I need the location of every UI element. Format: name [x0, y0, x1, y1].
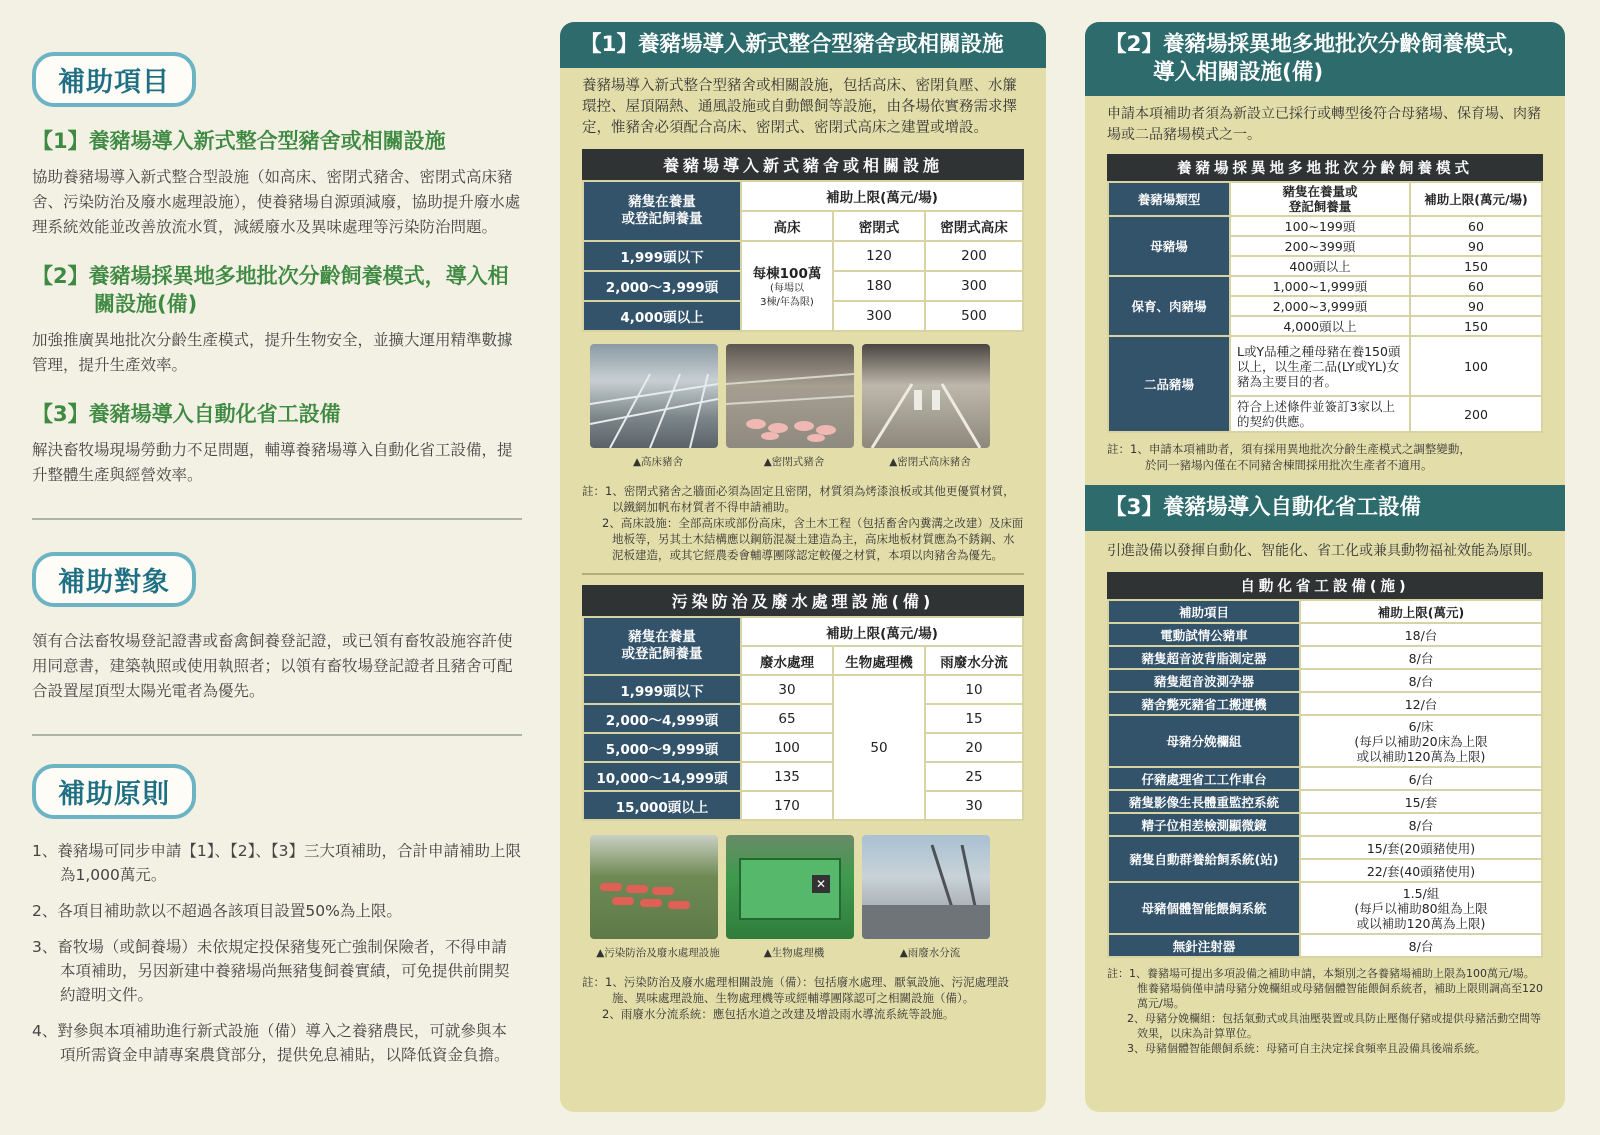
- table-cell: 150: [1410, 256, 1542, 276]
- table-cell: 500: [925, 301, 1023, 331]
- table-cell: 8/台: [1300, 934, 1542, 957]
- note-line: 2、母豬分娩欄組：包括氣動式或具油壓裝置或具防止壓傷仔豬或提供母豬活動空間等效果，以床為計算單位。: [1127, 1012, 1541, 1040]
- table-cell: 8/台: [1300, 813, 1542, 836]
- principle-item: 2、各項目補助款以不超過各該項目設置50%為上限。: [32, 902, 402, 920]
- table-cell: 6/台: [1300, 767, 1542, 790]
- photo-captions: [590, 454, 1046, 469]
- row-label: 15,000頭以上: [583, 791, 741, 820]
- wastewater-facility-photo: [590, 835, 718, 939]
- table-cell: 符合上述條件並簽訂3家以上的契約供應。: [1230, 396, 1410, 432]
- table-cell: 4,000頭以上: [1230, 316, 1410, 336]
- divider: [582, 573, 1024, 575]
- table-caption: 污染防治及廢水處理設施(備): [582, 585, 1024, 616]
- header-cell: 豬隻在養量 或登記飼養量: [583, 617, 741, 675]
- target-body: 領有合法畜牧場登記證書或畜禽飼養登記證，或已領有畜牧設施容許使用同意書，建築執照或使用執照者；以領有畜牧場登記證者且豬舍可配合設置屋頂型太陽光電者為優先。: [32, 632, 513, 700]
- row-label: 豬舍斃死豬省工搬運機: [1108, 692, 1300, 715]
- row-label: 豬隻影像生長體重監控系統: [1108, 790, 1300, 813]
- note-line: 註：1、密閉式豬舍之牆面必須為固定且密閉，材質須為烤漆浪板或其他更優質材質，以鐵網加帆布材質者不得申請補助。: [582, 484, 1015, 514]
- item-heading: 【2】養豬場採異地多地批次分齡飼養模式，導入相關設施(備): [32, 264, 509, 316]
- photo-caption: ▲雨廢水分流: [899, 947, 961, 959]
- rain-separation-photo: [862, 835, 990, 939]
- photo-caption: ▲污染防治及廢水處理設施: [596, 947, 720, 959]
- note-block: [560, 483, 1046, 563]
- header-cell: 補助上限(萬元/場): [1410, 182, 1542, 216]
- table-cell: 200~399頭: [1230, 236, 1410, 256]
- section-title-principles: 補助原則: [58, 779, 170, 810]
- table-cell: 300: [925, 271, 1023, 301]
- item-heading: 【3】養豬場導入自動化省工設備: [32, 402, 341, 426]
- table-cell: 10: [925, 675, 1023, 704]
- item-heading: 【1】養豬場導入新式整合型豬舍或相關設施: [32, 129, 446, 153]
- table-cell: 22/套(40頭豬使用): [1300, 859, 1542, 882]
- photo-row: [590, 835, 1046, 939]
- note-line: 註：1、養豬場可提出多項設備之補助申請，本類別之各養豬場補助上限為100萬元/場。惟養豬場倘僅申請母豬分娩欄組或母豬個體智能餵飼系統者，補助上限則調高至120萬元/場。: [1107, 967, 1543, 1010]
- table-cell: 2,000~3,999頭: [1230, 296, 1410, 316]
- section-badge-target: [32, 552, 196, 607]
- header-cell: 高床: [741, 211, 833, 241]
- table-cell: 8/台: [1300, 646, 1542, 669]
- section-badge-principles: [32, 764, 196, 819]
- table-cell: 150: [1410, 316, 1542, 336]
- table-cell: 65: [741, 704, 833, 733]
- high-bed-photo: [590, 344, 718, 448]
- table-cell: 180: [833, 271, 925, 301]
- row-label: 10,000～14,999頭: [583, 762, 741, 791]
- left-column: [32, 52, 522, 1079]
- panel-intro: 養豬場導入新式整合型豬舍或相關設施，包括高床、密閉負壓、水簾環控、屋頂隔熱、通風設施或自動餵飼等設施，由各場依實務需求擇定，惟豬舍必須配合高床、密閉式、密閉式高床之建置或增設。: [582, 78, 1017, 136]
- note-block: [1085, 966, 1565, 1056]
- item-3: [32, 400, 522, 488]
- table-cell: 20: [925, 733, 1023, 762]
- row-label: 豬隻超音波測孕器: [1108, 669, 1300, 692]
- section-badge-items: [32, 52, 196, 107]
- table-cell: 60: [1410, 276, 1542, 296]
- item-body: 協助養豬場導入新式整合型設施（如高床、密閉式豬舍、密閉式高床豬舍、污染防治及廢水處理設施），使養豬場自源頭減廢，協助提升廢水處理系統效能並改善放流水質，減緩廢水及異味處理等污染防治問題。: [32, 168, 521, 236]
- table-cell: 15/套(20頭豬使用): [1300, 836, 1542, 859]
- header-cell: 補助項目: [1108, 600, 1300, 623]
- merged-cell: [741, 241, 833, 331]
- row-label: 2,000～4,999頭: [583, 704, 741, 733]
- panel-intro: 申請本項補助者須為新設立已採行或轉型後符合母豬場、保育場、肉豬場或二品豬場模式之一。: [1107, 106, 1541, 143]
- divider: [32, 518, 522, 520]
- group-label: 保育、肉豬場: [1108, 276, 1230, 336]
- panel-title: 【1】養豬場導入新式整合型豬舍或相關設施: [560, 22, 1046, 68]
- closed-high-bed-photo: [862, 344, 990, 448]
- row-label: 1,999頭以下: [583, 241, 741, 271]
- table-cell: 90: [1410, 296, 1542, 316]
- table-cell: 120: [833, 241, 925, 271]
- panel-title: 【2】養豬場採異地多地批次分齡飼養模式，導入相關設施(備): [1085, 22, 1565, 96]
- section-title-target: 補助對象: [58, 567, 170, 598]
- header-cell: 補助上限(萬元): [1300, 600, 1542, 623]
- row-label: 精子位相差檢測顯微鏡: [1108, 813, 1300, 836]
- header-cell: 補助上限(萬元/場): [741, 181, 1023, 211]
- photo-row: [590, 344, 1046, 448]
- header-cell: 雨廢水分流: [925, 646, 1023, 675]
- group-label: 二品豬場: [1108, 336, 1230, 432]
- header-cell: 豬隻在養量 或登記飼養量: [583, 181, 741, 241]
- new-facility-table: [582, 180, 1024, 332]
- header-cell: 密閉式: [833, 211, 925, 241]
- item-body: 解決畜牧場現場勞動力不足問題，輔導養豬場導入自動化省工設備，提升整體生產與經營效率。: [32, 441, 513, 484]
- group-label: 母豬場: [1108, 216, 1230, 276]
- photo-caption: ▲密閉式豬舍: [763, 456, 825, 468]
- automation-table: [1107, 599, 1543, 958]
- row-label: 5,000～9,999頭: [583, 733, 741, 762]
- table-cell: 1.5/組 (每戶以補助80組為上限 或以補助120萬為上限): [1300, 882, 1542, 934]
- note-line: 2、高床設施：全部高床或部份高床，含土木工程（包括畜舍內糞溝之改建）及床面地板等，另其土木結構應以鋼筋混凝土建造為主，高床地板材質應為不銹鋼、水泥板建造，或其它經農委會輔導團隊認定較優之材質，本項以肉豬舍為優先。: [602, 516, 1024, 562]
- table-cell: 15: [925, 704, 1023, 733]
- header-cell: 生物處理機: [833, 646, 925, 675]
- table-cell: 30: [741, 675, 833, 704]
- divider: [32, 734, 522, 736]
- principle-item: 4、對參與本項補助進行新式設施（備）導入之養豬農民，可就參與本項所需資金申請專案農貸部分，提供免息補貼，以降低資金負擔。: [32, 1022, 510, 1064]
- note-block: [560, 974, 1046, 1022]
- header-cell: 密閉式高床: [925, 211, 1023, 241]
- table-cell: 60: [1410, 216, 1542, 236]
- table-cell: 100~199頭: [1230, 216, 1410, 236]
- principle-item: 1、養豬場可同步申請【1】、【2】、【3】三大項補助，合計申請補助上限為1,000萬元。: [32, 842, 521, 884]
- row-label: 1,999頭以下: [583, 675, 741, 704]
- table-cell: 100: [1410, 336, 1542, 396]
- table-cell: 25: [925, 762, 1023, 791]
- panel-title: 【3】養豬場導入自動化省工設備: [1085, 485, 1565, 531]
- photo-captions: [590, 945, 1046, 960]
- svg-text:✕: ✕: [815, 877, 827, 891]
- panel-new-facilities: [560, 22, 1046, 1112]
- table-caption: 自動化省工設備(施): [1107, 572, 1543, 599]
- photo-caption: ▲密閉式高床豬舍: [889, 456, 971, 468]
- row-label: 母豬分娩欄組: [1108, 715, 1300, 767]
- merged-main: 每棟100萬: [752, 266, 822, 282]
- table-cell: 300: [833, 301, 925, 331]
- table-cell: 200: [925, 241, 1023, 271]
- table-cell: 18/台: [1300, 623, 1542, 646]
- table-cell: 8/台: [1300, 669, 1542, 692]
- row-label: 豬隻自動群養給飼系統(站): [1108, 836, 1300, 882]
- row-label: 電動試情公豬車: [1108, 623, 1300, 646]
- table-cell: 90: [1410, 236, 1542, 256]
- table-caption: 養豬場導入新式豬舍或相關設施: [582, 149, 1024, 180]
- item-1: [32, 127, 522, 240]
- photo-caption: ▲高床豬舍: [632, 456, 684, 468]
- merged-cell: 50: [833, 675, 925, 820]
- table-cell: 135: [741, 762, 833, 791]
- row-label: 無針注射器: [1108, 934, 1300, 957]
- table-caption: 養豬場採異地多地批次分齡飼養模式: [1107, 154, 1543, 181]
- table-cell: L或Y品種之種母豬在養150頭以上，以生產二品(LY或YL)女豬為主要目的者。: [1230, 336, 1410, 396]
- table-cell: 12/台: [1300, 692, 1542, 715]
- row-label: 母豬個體智能餵飼系統: [1108, 882, 1300, 934]
- multisite-table: [1107, 181, 1543, 433]
- header-cell: 豬隻在養量或 登記飼養量: [1230, 182, 1410, 216]
- principles-list: [32, 839, 522, 1067]
- note-line: 3、母豬個體智能餵飼系統：母豬可自主決定採食頻率且設備具後端系統。: [1127, 1042, 1486, 1055]
- panel-intro: 引進設備以發揮自動化、智能化、省工化或兼具動物福祉效能為原則。: [1107, 543, 1541, 559]
- item-body: 加強推廣異地批次分齡生產模式，提升生物安全，並擴大運用精準數據管理，提升生產效率。: [32, 331, 513, 374]
- row-label: 豬隻超音波背脂測定器: [1108, 646, 1300, 669]
- item-2: [32, 262, 522, 378]
- header-cell: 廢水處理: [741, 646, 833, 675]
- table-cell: 400頭以上: [1230, 256, 1410, 276]
- table-cell: 6/床 (每戶以補助20床為上限 或以補助120萬為上限): [1300, 715, 1542, 767]
- row-label: 仔豬處理省工工作車台: [1108, 767, 1300, 790]
- table-cell: 15/套: [1300, 790, 1542, 813]
- section-title-items: 補助項目: [58, 67, 170, 98]
- table-cell: 100: [741, 733, 833, 762]
- header-cell: 補助上限(萬元/場): [741, 617, 1023, 646]
- closed-barn-photo: [726, 344, 854, 448]
- table-cell: 170: [741, 791, 833, 820]
- note-line: 2、雨廢水分流系統：應包括水道之改建及增設雨水導流系統等設施。: [602, 1007, 955, 1021]
- table-cell: 200: [1410, 396, 1542, 432]
- note-line: 註：1、申請本項補助者，須有採用異地批次分齡生產模式之調整變動，: [1107, 442, 1471, 456]
- note-block: [1085, 441, 1565, 473]
- merged-sub: (每場以 3棟/年為限): [760, 283, 814, 308]
- row-label: 4,000頭以上: [583, 301, 741, 331]
- header-cell: 養豬場類型: [1108, 182, 1230, 216]
- table-cell: 30: [925, 791, 1023, 820]
- bio-processor-photo: [726, 835, 854, 939]
- row-label: 2,000～3,999頭: [583, 271, 741, 301]
- pollution-table: [582, 616, 1024, 821]
- table-cell: 1,000~1,999頭: [1230, 276, 1410, 296]
- note-line: 註：1、污染防治及廢水處理相關設施（備）：包括廢水處理、厭氧設施、污泥處理設施、異味處理設施、生物處理機等或經輔導團隊認可之相關設施（備）。: [582, 975, 1010, 1005]
- photo-caption: ▲生物處理機: [763, 947, 825, 959]
- panel-multisite: [1085, 22, 1565, 1112]
- principle-item: 3、畜牧場（或飼養場）未依規定投保豬隻死亡強制保險者，不得申請本項補助，另因新建中養豬場尚無豬隻飼養實績，可免提供前開契約證明文件。: [32, 938, 510, 1004]
- note-line: 於同一豬場內僅在不同豬舍棟間採用批次生產者不適用。: [1145, 458, 1433, 472]
